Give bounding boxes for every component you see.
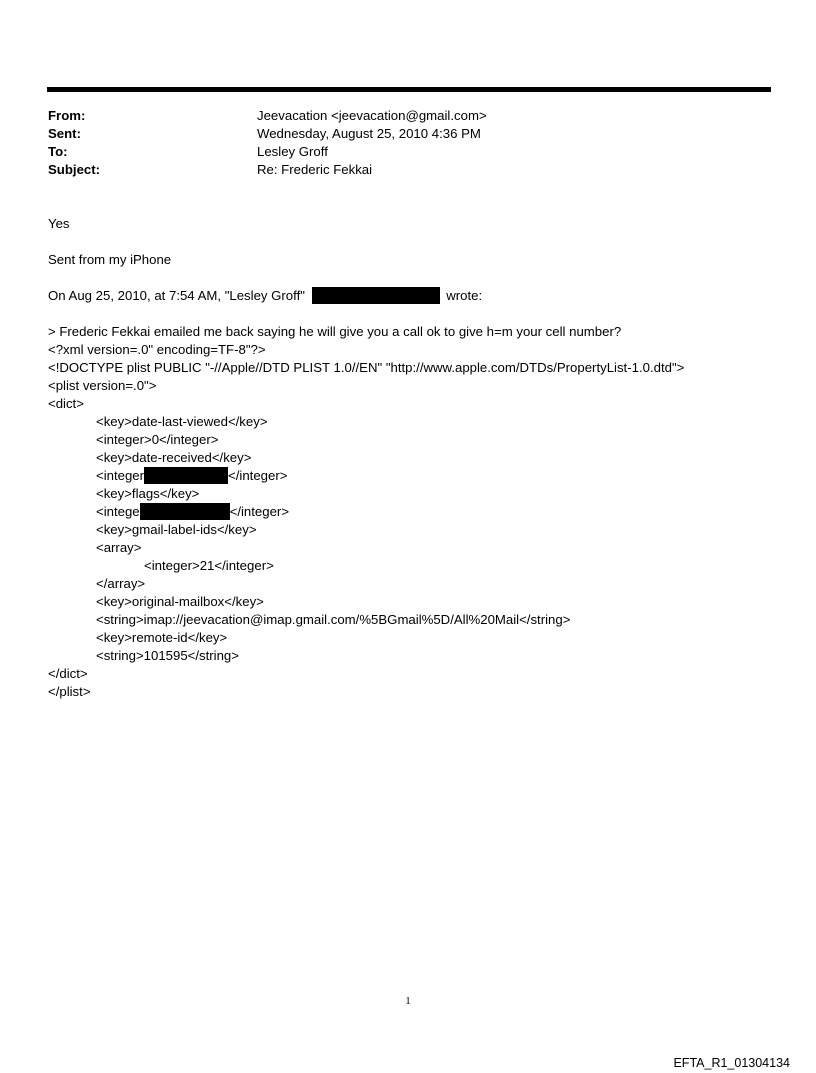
page-number: 1 — [405, 995, 411, 1007]
signature-text: Sent from my iPhone — [48, 252, 172, 267]
subject-row — [48, 161, 748, 179]
integer-close-a: </integer> — [228, 468, 288, 483]
top-rule-divider — [47, 87, 771, 92]
to-row — [48, 143, 748, 161]
sent-row — [48, 125, 748, 143]
from-value: Jeevacation <jeevacation@gmail.com> — [257, 108, 487, 123]
doctype-line: <!DOCTYPE plist PUBLIC "-//Apple//DTD PLIST 1.0//EN" "http://www.apple.com/DTDs/PropertyList-1.0.dtd"> — [48, 360, 685, 375]
redaction-block — [140, 503, 230, 520]
integer-open-a: <integer — [96, 468, 145, 483]
plist-open-line: <plist version=.0"> — [48, 378, 157, 393]
integer-redacted-line-b — [96, 503, 289, 521]
email-header — [48, 107, 748, 179]
key-date-last-viewed-line: <key>date-last-viewed</key> — [96, 414, 268, 429]
bates-number: EFTA_R1_01304134 — [673, 1056, 790, 1070]
sent-value: Wednesday, August 25, 2010 4:36 PM — [257, 126, 481, 141]
integer-21-line: <integer>21</integer> — [144, 558, 274, 573]
string-remote-id-line: <string>101595</string> — [96, 648, 239, 663]
sent-label: Sent: — [48, 126, 81, 141]
key-gmail-label-ids-line: <key>gmail-label-ids</key> — [96, 522, 257, 537]
integer-zero-line: <integer>0</integer> — [96, 432, 219, 447]
quote-intro — [48, 287, 482, 305]
redaction-block — [312, 287, 440, 304]
from-row — [48, 107, 748, 125]
integer-open-b: <intege — [96, 504, 140, 519]
string-mailbox-line: <string>imap://jeevacation@imap.gmail.com/%5BGmail%5D/All%20Mail</string> — [96, 612, 571, 627]
quote-intro-prefix: On Aug 25, 2010, at 7:54 AM, "Lesley Groff" — [48, 288, 305, 303]
array-open-line: <array> — [96, 540, 142, 555]
to-label: To: — [48, 144, 68, 159]
quoted-message: > Frederic Fekkai emailed me back saying he will give you a call ok to give h=m your cell number? — [48, 324, 622, 339]
integer-redacted-line-a — [96, 467, 287, 485]
subject-value: Re: Frederic Fekkai — [257, 162, 373, 177]
dict-close-line: </dict> — [48, 666, 88, 681]
plist-close-line: </plist> — [48, 684, 91, 699]
from-label: From: — [48, 108, 86, 123]
subject-label: Subject: — [48, 162, 101, 177]
redaction-block — [144, 467, 228, 484]
key-flags-line: <key>flags</key> — [96, 486, 200, 501]
xml-declaration: <?xml version=.0" encoding=TF-8"?> — [48, 342, 266, 357]
key-remote-id-line: <key>remote-id</key> — [96, 630, 228, 645]
key-date-received-line: <key>date-received</key> — [96, 450, 252, 465]
array-close-line: </array> — [96, 576, 146, 591]
to-value: Lesley Groff — [257, 144, 328, 159]
reply-text: Yes — [48, 216, 70, 231]
dict-open-line: <dict> — [48, 396, 84, 411]
quote-intro-suffix: wrote: — [446, 288, 483, 303]
key-original-mailbox-line: <key>original-mailbox</key> — [96, 594, 264, 609]
integer-close-b: </integer> — [229, 504, 290, 519]
